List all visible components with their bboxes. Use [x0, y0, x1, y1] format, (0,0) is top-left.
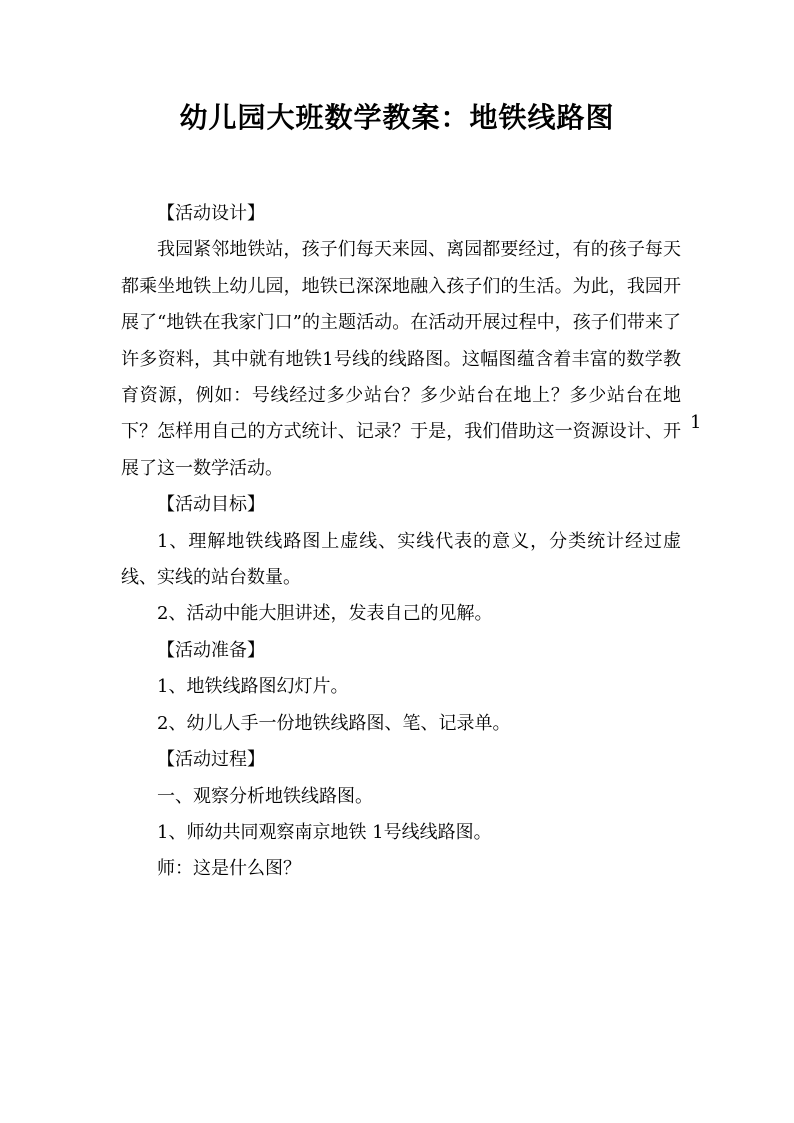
paragraph-prep-1: 1、地铁线路图幻灯片。 — [157, 676, 349, 698]
section-heading-design: 【活动设计】 — [157, 203, 265, 224]
paragraph-goal-1: 1、理解地铁线路图上虚线、实线代表的意义，分类统计经过虚线、实线的站台数量。 — [121, 530, 681, 589]
paragraph-teacher-question: 师：这是什么图？ — [157, 858, 301, 880]
document-body — [121, 196, 681, 888]
paragraph-step-1-1: 1、师幼共同观察南京地铁 1号线线路图。 — [157, 821, 492, 843]
section-heading-prep: 【活动准备】 — [157, 639, 265, 661]
section-heading-goals: 【活动目标】 — [157, 494, 265, 516]
document-title: 幼儿园大班数学教案：地铁线路图 — [179, 101, 615, 134]
section-heading-process: 【活动过程】 — [157, 749, 265, 771]
paragraph-step-1: 一、观察分析地铁线路图。 — [157, 785, 373, 807]
paragraph-prep-2: 2、幼儿人手一份地铁线路图、笔、记录单。 — [157, 712, 511, 734]
paragraph-design: 我园紧邻地铁站，孩子们每天来园、离园都要经过，有的孩子每天都乘坐地铁上幼儿园，地铁已深深地融入孩子们的生活。为此，我园开展了“地铁在我家门口”的主题活动。在活动开展过程中，孩子们带来了许多资料，其中就有地铁1号线的线路图。这幅图蕴含着丰富的数学教育资源，例如：号线经过多少站台？多少站台在地上？多少站台在地下？怎样用自己的方式统计、记录？于是，我们借助这一资源设计、开展了这一数学活动。 — [121, 239, 681, 479]
paragraph-goal-2: 2、活动中能大胆讲述，发表自己的见解。 — [157, 603, 493, 625]
overflow-character: 1 — [690, 412, 702, 433]
